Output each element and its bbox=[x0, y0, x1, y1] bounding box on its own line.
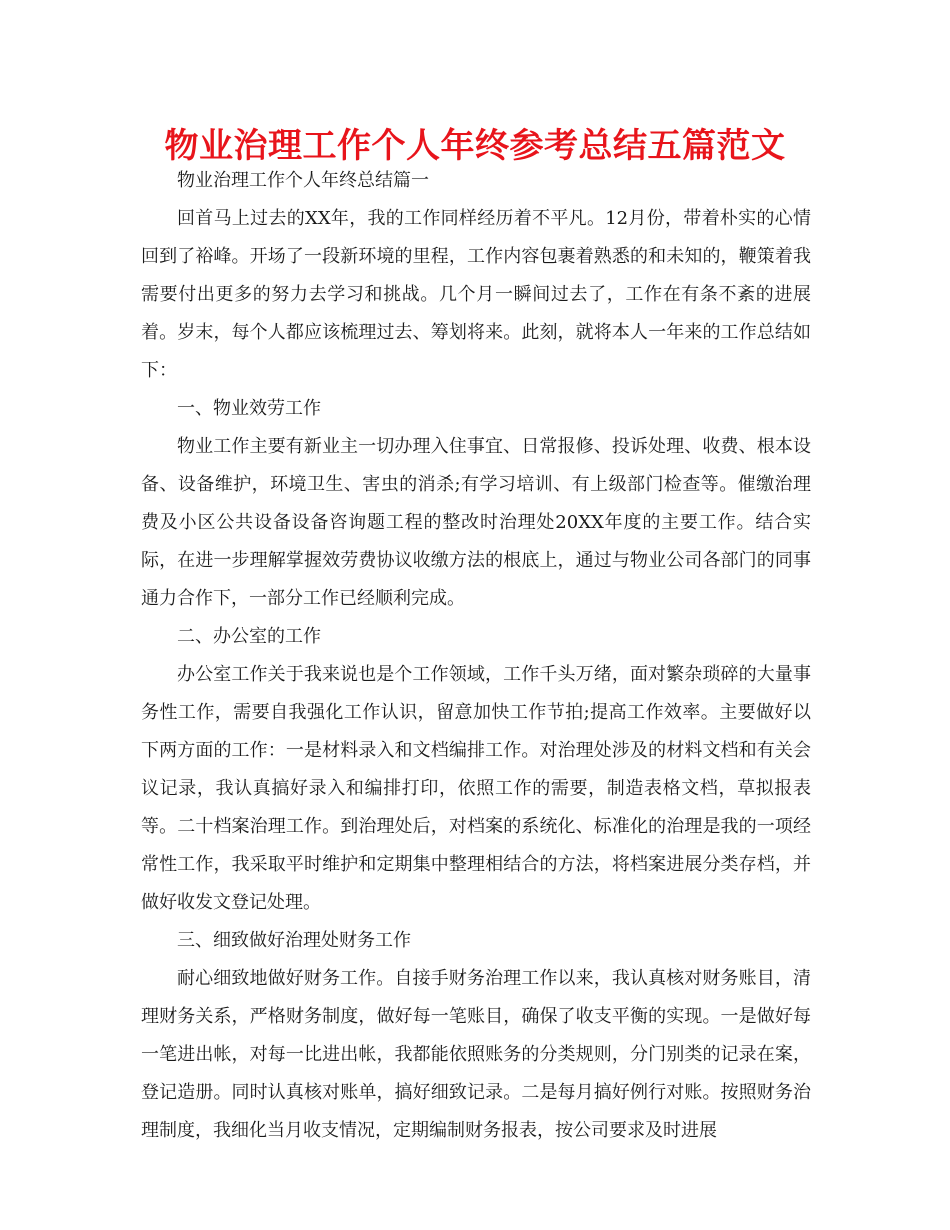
document-title: 物业治理工作个人年终参考总结五篇范文 bbox=[164, 126, 786, 166]
section-heading-office-work: 二、办公室的工作 bbox=[177, 626, 321, 647]
body-paragraph-finance-work: 耐心细致地做好财务工作。自接手财务治理工作以来，我认真核对财务账目，清理财务关系，严格财务制度，做好每一笔账目，确保了收支平衡的实现。一是做好每一笔进出帐，对每一比进出帐，我都能依照账务的分类规则，分门别类的记录在案，登记造册。同时认真核对账单，搞好细致记录。二是每月搞好例行对账。按照财务治理制度，我细化当月收支情况，定期编制财务报表，按公司要求及时进展 bbox=[141, 968, 811, 1141]
section-heading-finance-work: 三、细致做好治理处财务工作 bbox=[177, 930, 411, 951]
document-body bbox=[141, 162, 811, 1150]
body-paragraph-office-work: 办公室工作关于我来说也是个工作领域，工作千头万绪，面对繁杂琐碎的大量事务性工作，需要自我强化工作认识，留意加快工作节拍;提高工作效率。主要做好以下两方面的工作：一是材料录入和文档编排工作。对治理处涉及的材料文档和有关会议记录，我认真搞好录入和编排打印，依照工作的需要，制造表格文档，草拟报表等。二十档案治理工作。到治理处后，对档案的系统化、标准化的治理是我的一项经常性工作，我采取平时维护和定期集中整理相结合的方法，将档案进展分类存档，并做好收发文登记处理。 bbox=[141, 664, 811, 913]
body-paragraph-intro: 回首马上过去的XX年，我的工作同样经历着不平凡。12月份，带着朴实的心情回到了裕峰。开场了一段新环境的里程，工作内容包裹着熟悉的和未知的，鞭策着我需要付出更多的努力去学习和挑战。几个月一瞬间过去了，工作在有条不紊的进展着。岁末，每个人都应该梳理过去、筹划将来。此刻，就将本人一年来的工作总结如下： bbox=[141, 208, 811, 381]
body-paragraph-property-service: 物业工作主要有新业主一切办理入住事宜、日常报修、投诉处理、收费、根本设备、设备维护，环境卫生、害虫的消杀;有学习培训、有上级部门检查等。催缴治理费及小区公共设备设备咨询题工程的整改时治理处20XX年度的主要工作。结合实际，在进一步理解掌握效劳费协议收缴方法的根底上，通过与物业公司各部门的同事通力合作下，一部分工作已经顺利完成。 bbox=[141, 436, 811, 609]
section-heading-property-service: 一、物业效劳工作 bbox=[177, 398, 321, 419]
section-heading-article-one: 物业治理工作个人年终总结篇一 bbox=[177, 170, 429, 191]
